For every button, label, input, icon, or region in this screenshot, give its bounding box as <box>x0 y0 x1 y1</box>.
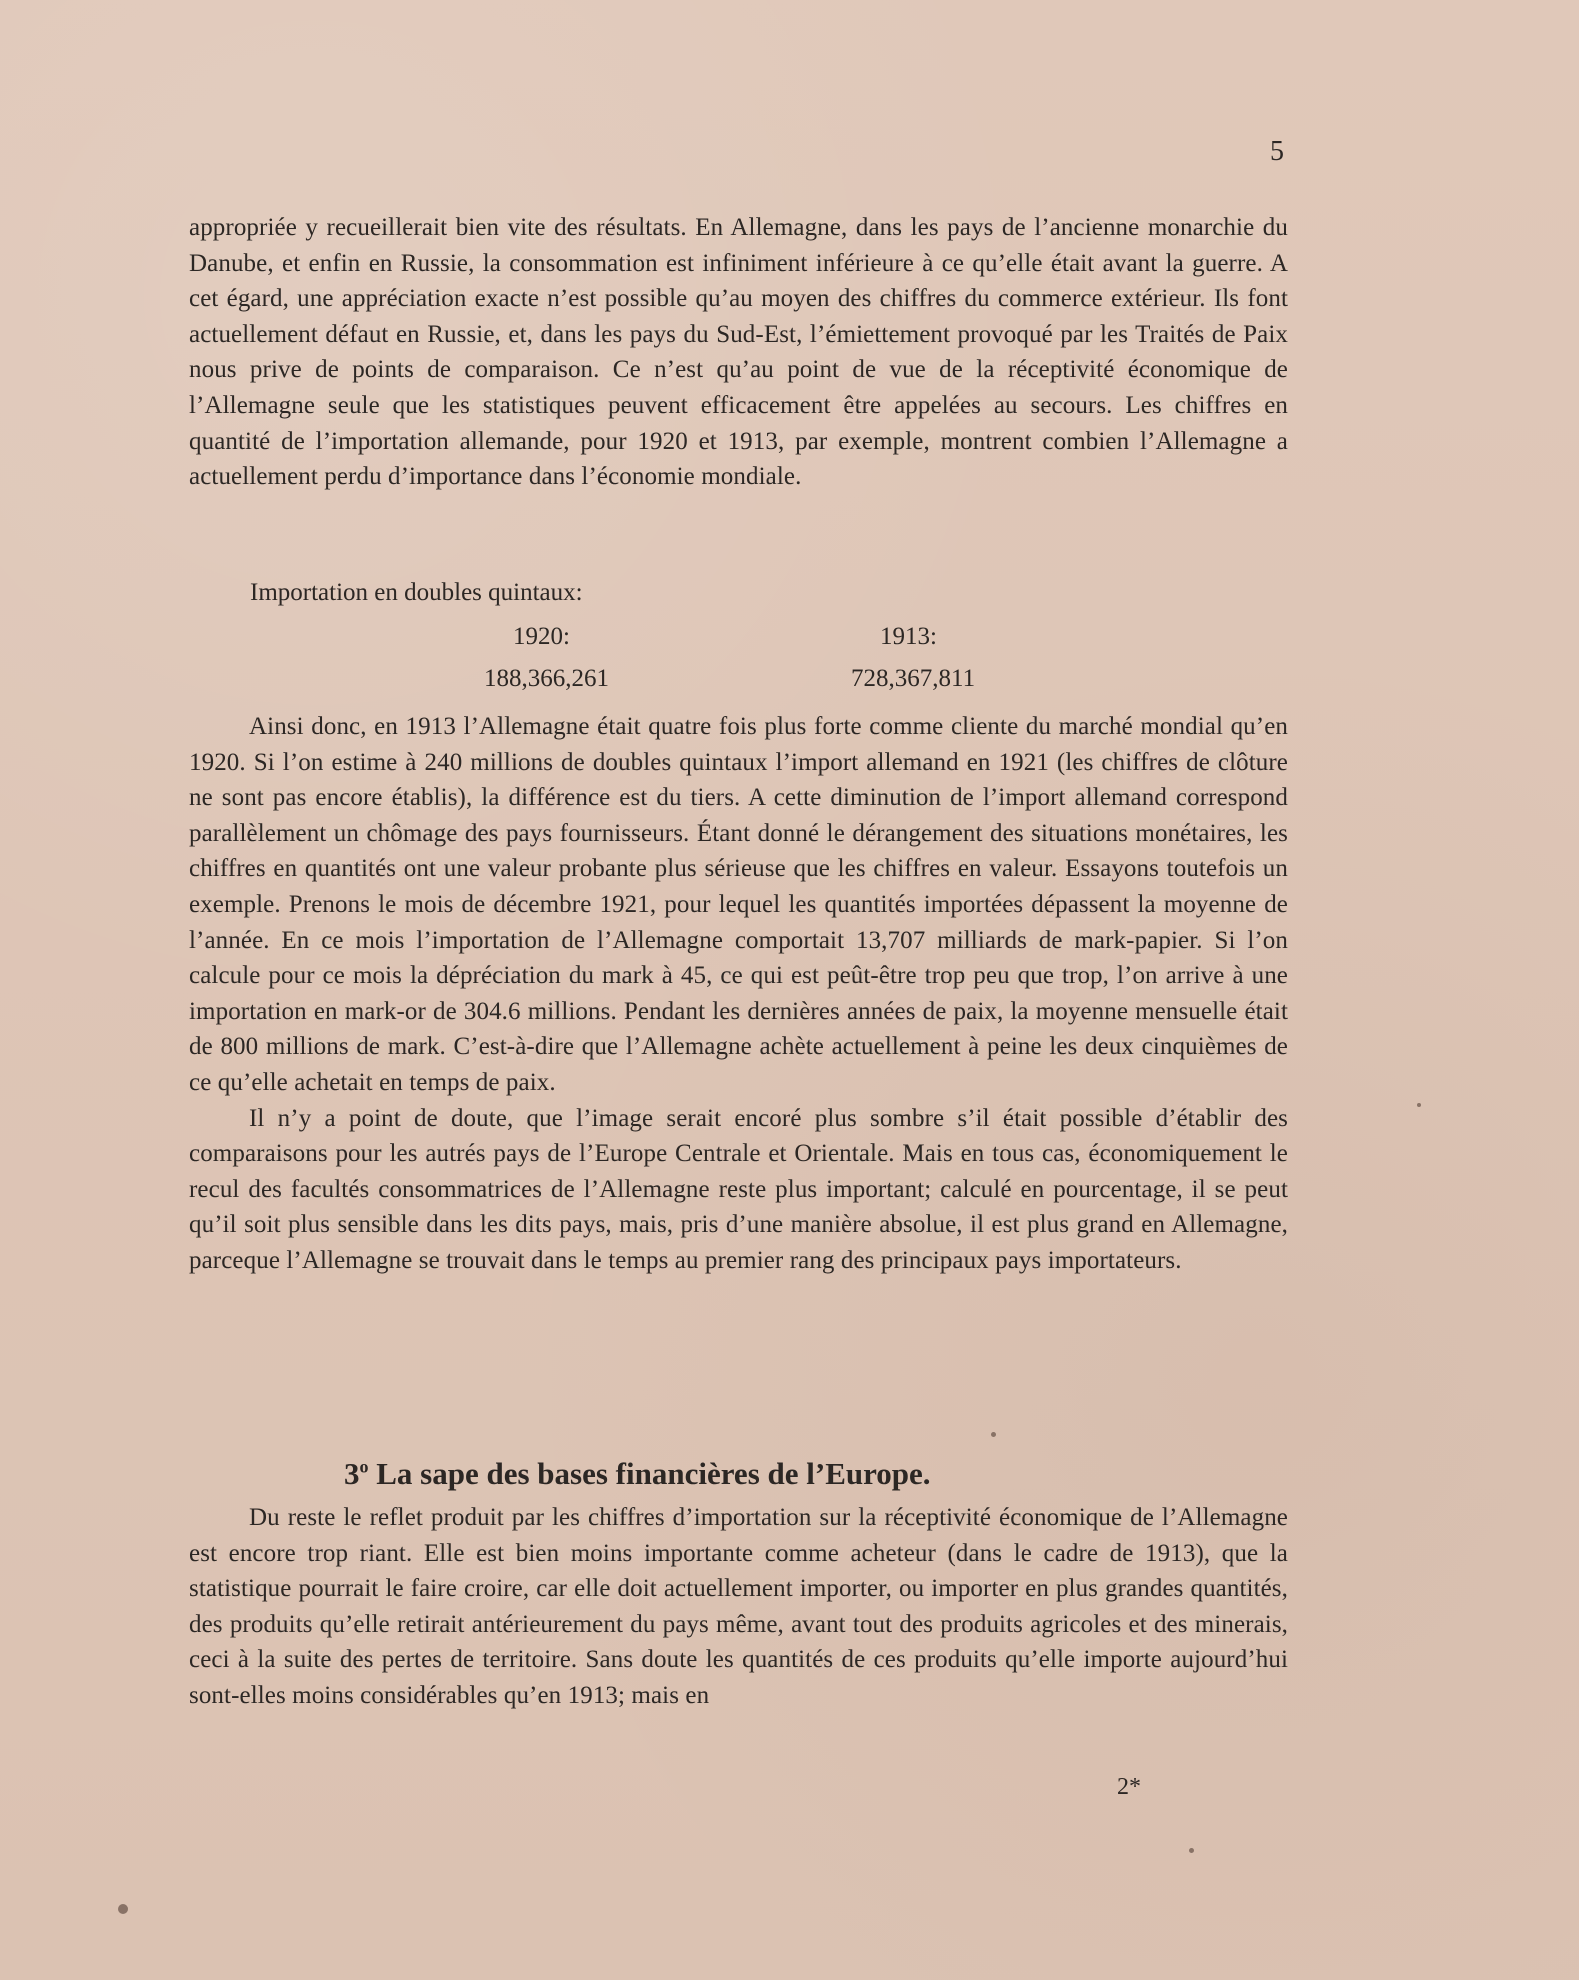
import-year-1920: 1920: <box>513 623 570 650</box>
import-value-1913: 728,367,811 <box>851 665 976 692</box>
paper-speck <box>118 1904 128 1914</box>
paragraph-2 <box>189 709 1288 1279</box>
paragraph-4 <box>189 1500 1288 1714</box>
paragraph-1-text: appropriée y recueillerait bien vite des résultats. En Allemagne, dans les pays de l’ancienne monarchie du Danube, et enfin en Russie, la consommation est infiniment inférieure à ce qu’elle était avant la guerre. A cet égard, une appréciation exacte n’est possible qu’au moyen des chiffres du commerce extérieur. Ils font actuellement défaut en Russie, et, dans les pays du Sud-Est, l’émiettement provoqué par les Traités de Paix nous prive de points de comparaison. Ce n’est qu’au point de vue de la réceptivité économique de l’Allemagne seule que les statistiques peuvent efficacement être appelées au secours. Les chiffres en quantité de l’importation allemande, pour 1920 et 1913, par exemple, montrent combien l’Allemagne a actuellement perdu d’importance dans l’économie mondiale. <box>189 214 1288 491</box>
import-year-1913: 1913: <box>880 623 937 650</box>
signature-mark: 2* <box>1117 1774 1141 1800</box>
paragraph-1 <box>189 210 1288 495</box>
paper-speck <box>991 1432 996 1437</box>
paragraph-2-text: Ainsi donc, en 1913 l’Allemagne était quatre fois plus forte comme cliente du marché mondial qu’en 1920. Si l’on estime à 240 millions de doubles quintaux l’import allemand en 1921 (les chiffres de clôture ne sont pas encore établis), la différence est du tiers. A cette diminution de l’import allemand correspond parallèlement un chômage des pays fournisseurs. Étant donné le dérangement des situations monétaires, les chiffres en quantités ont une valeur probante plus sérieuse que les chiffres en valeur. Essayons toutefois un exemple. Prenons le mois de décembre 1921, pour lequel les quantités importées dépassent la moyenne de l’année. En ce mois l’importation de l’Allemagne comportait 13,707 milliards de mark-papier. Si l’on calcule pour ce mois la dépréciation du mark à 45, ce qui est peût-être trop peu que trop, l’on arrive à une importation en mark-or de 304.6 millions. Pendant les dernières années de paix, la moyenne mensuelle était de 800 millions de mark. C’est-à-dire que l’Allemagne achète actuellement à peine les deux cinquièmes de ce qu’elle achetait en temps de paix. <box>189 713 1288 1096</box>
page-number: 5 <box>1270 136 1284 167</box>
paper-speck <box>1189 1848 1194 1853</box>
paragraph-3-text: Il n’y a point de doute, que l’image serait encoré plus sombre s’il était possible d’établir des comparaisons pour les autrés pays de l’Europe Centrale et Orientale. Mais en tous cas, économiquement le recul des facultés consommatrices de l’Allemagne reste plus important; calculé en pourcentage, il se peut qu’il soit plus sensible dans les dits pays, mais, pris d’une manière absolue, il est plus grand en Allemagne, parceque l’Allemagne se trouvait dans le temps au premier rang des principaux pays importateurs. <box>189 1104 1288 1274</box>
section-title: La sape des bases financières de l’Europe. <box>376 1456 931 1491</box>
import-value-1920: 188,366,261 <box>484 665 609 692</box>
paragraph-4-text: Du reste le reflet produit par les chiffres d’importation sur la réceptivité économique de l’Allemagne est encore trop riant. Elle est bien moins importante comme acheteur (dans le cadre de 1913), que la statistique pourrait le faire croire, car elle doit actuellement importer, ou importer en plus grandes quantités, des produits qu’elle retirait antérieurement du pays même, avant tout des produits agricoles et des minerais, ceci à la suite des pertes de territoire. Sans doute les quantités de ces produits qu’elle importe aujourd’hui sont-elles moins considérables qu’en 1913; mais en <box>189 1504 1288 1709</box>
section-heading <box>344 1454 1144 1494</box>
section-number: 3$^o$ <box>344 1456 369 1491</box>
import-table-caption: Importation en doubles quintaux: <box>250 579 583 606</box>
paper-speck <box>1417 1103 1421 1107</box>
